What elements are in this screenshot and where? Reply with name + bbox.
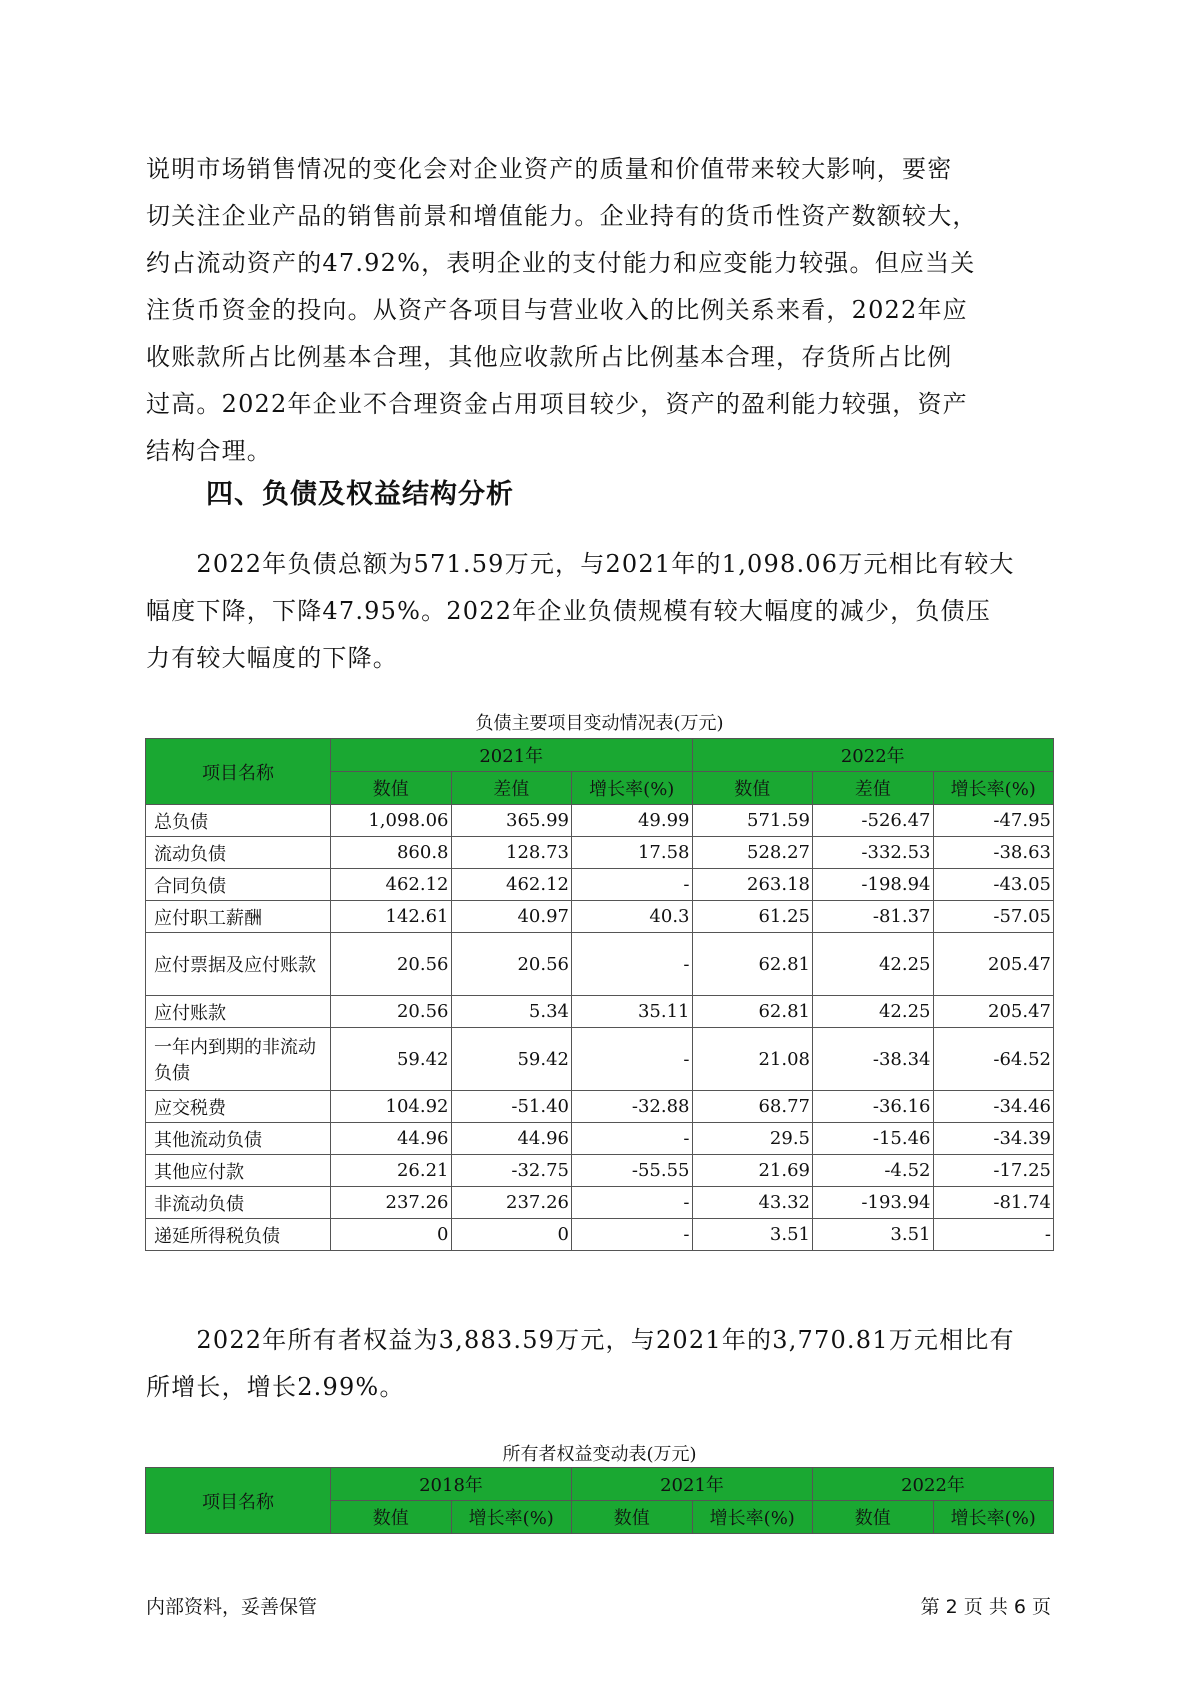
table-cell: 128.73 [451,837,572,869]
table-cell: 860.8 [331,837,452,869]
column-header-year: 2018年 [331,1468,572,1501]
table-row [146,805,1054,837]
text-line: 说明市场销售情况的变化会对企业资产的质量和价值带来较大影响，要密 [146,155,953,183]
column-header-difference: 差值 [451,772,572,805]
table-cell: 263.18 [692,869,813,901]
table-cell: - [572,1028,693,1091]
table-cell: -38.34 [813,1028,934,1091]
column-header-year: 2022年 [813,1468,1054,1501]
table-cell: 44.96 [451,1123,572,1155]
column-header-year: 2021年 [572,1468,813,1501]
row-item-name: 应付账款 [146,996,331,1028]
table-cell: -34.46 [933,1091,1054,1123]
table-cell: 61.25 [692,901,813,933]
section-heading: 四、负债及权益结构分析 [206,479,514,510]
table-row [146,1028,1054,1091]
table-caption-liabilities: 负债主要项目变动情况表(万元) [475,713,724,734]
table-caption-equity: 所有者权益变动表(万元) [502,1444,697,1465]
column-header-value: 数值 [692,772,813,805]
text-line: 所增长，增长2.99%。 [146,1373,405,1401]
table-cell: -15.46 [813,1123,934,1155]
table-cell: -193.94 [813,1187,934,1219]
table-row [146,901,1054,933]
text-line: 结构合理。 [146,437,272,465]
column-header-growth-rate: 增长率(%) [692,1501,813,1534]
footer-confidential-note: 内部资料，妥善保管 [146,1596,318,1618]
table-cell: -47.95 [933,805,1054,837]
paragraph-asset-analysis [146,146,1046,475]
paragraph-equity-summary [146,1317,1046,1411]
row-item-name: 总负债 [146,805,331,837]
column-header-value: 数值 [813,1501,934,1534]
table-cell: -32.88 [572,1091,693,1123]
table-cell: 20.56 [331,996,452,1028]
text-line: 收账款所占比例基本合理，其他应收款所占比例基本合理，存货所占比例 [146,343,953,371]
table-cell: -526.47 [813,805,934,837]
table-cell: 35.11 [572,996,693,1028]
row-item-name: 其他应付款 [146,1155,331,1187]
table-cell: 21.08 [692,1028,813,1091]
table-cell: -81.74 [933,1187,1054,1219]
table-cell: - [572,933,693,996]
table-row [146,1155,1054,1187]
table-cell: 365.99 [451,805,572,837]
row-item-name: 流动负债 [146,837,331,869]
table-cell: 462.12 [451,869,572,901]
equity-table [145,1467,1054,1534]
table-row [146,1187,1054,1219]
table-cell: - [933,1219,1054,1251]
table-row [146,869,1054,901]
table-cell: -51.40 [451,1091,572,1123]
table-cell: -38.63 [933,837,1054,869]
table-cell: 59.42 [331,1028,452,1091]
column-header-growth-rate: 增长率(%) [572,772,693,805]
table-cell: 42.25 [813,933,934,996]
table-cell: 0 [331,1219,452,1251]
row-item-name: 其他流动负债 [146,1123,331,1155]
table-cell: 237.26 [451,1187,572,1219]
table-cell: -81.37 [813,901,934,933]
table-cell: 528.27 [692,837,813,869]
table-cell: 44.96 [331,1123,452,1155]
text-line: 2022年负债总额为571.59万元，与2021年的1,098.06万元相比有较大 [146,550,1015,578]
table-cell: -55.55 [572,1155,693,1187]
table-cell: - [572,1123,693,1155]
text-line: 2022年所有者权益为3,883.59万元，与2021年的3,770.81万元相比有 [146,1326,1015,1354]
column-header-growth-rate: 增长率(%) [933,772,1054,805]
row-item-name: 递延所得税负债 [146,1219,331,1251]
table-cell: 40.3 [572,901,693,933]
column-header-difference: 差值 [813,772,934,805]
column-header-growth-rate: 增长率(%) [451,1501,572,1534]
table-row [146,837,1054,869]
table-cell: - [572,1219,693,1251]
column-header-value: 数值 [331,772,452,805]
table-cell: 205.47 [933,996,1054,1028]
text-line: 力有较大幅度的下降。 [146,644,398,672]
table-cell: 462.12 [331,869,452,901]
row-item-name: 应付票据及应付账款 [146,933,331,996]
table-cell: 62.81 [692,996,813,1028]
table-cell: 571.59 [692,805,813,837]
table-cell: - [572,1187,693,1219]
table-row [146,1091,1054,1123]
table-cell: -36.16 [813,1091,934,1123]
table-row [146,996,1054,1028]
row-item-name: 非流动负债 [146,1187,331,1219]
liabilities-table [145,738,1054,1251]
table-row [146,1123,1054,1155]
column-header-value: 数值 [331,1501,452,1534]
table-cell: -57.05 [933,901,1054,933]
text-line: 注货币资金的投向。从资产各项目与营业收入的比例关系来看，2022年应 [146,296,968,324]
table-cell: 17.58 [572,837,693,869]
table-cell: 68.77 [692,1091,813,1123]
column-header-growth-rate: 增长率(%) [933,1501,1054,1534]
text-line: 约占流动资产的47.92%，表明企业的支付能力和应变能力较强。但应当关 [146,249,976,277]
column-header-year: 2022年 [692,739,1054,772]
paragraph-liability-summary [146,541,1046,682]
table-cell: 0 [451,1219,572,1251]
table-cell: 142.61 [331,901,452,933]
table-cell: 21.69 [692,1155,813,1187]
table-cell: - [572,869,693,901]
table-cell: 29.5 [692,1123,813,1155]
row-item-name: 一年内到期的非流动负债 [146,1028,331,1091]
table-cell: 5.34 [451,996,572,1028]
table-row [146,1219,1054,1251]
table-cell: 237.26 [331,1187,452,1219]
table-cell: 49.99 [572,805,693,837]
table-cell: -32.75 [451,1155,572,1187]
text-line: 过高。2022年企业不合理资金占用项目较少，资产的盈利能力较强，资产 [146,390,968,418]
table-cell: -64.52 [933,1028,1054,1091]
table-cell: 1,098.06 [331,805,452,837]
column-header-value: 数值 [572,1501,693,1534]
column-header-item-name: 项目名称 [146,1468,331,1534]
table-cell: -198.94 [813,869,934,901]
table-cell: 3.51 [692,1219,813,1251]
table-cell: 40.97 [451,901,572,933]
row-item-name: 应交税费 [146,1091,331,1123]
table-cell: 3.51 [813,1219,934,1251]
column-header-item-name: 项目名称 [146,739,331,805]
table-row [146,933,1054,996]
footer-page-number: 第 2 页 共 6 页 [920,1596,1051,1618]
row-item-name: 合同负债 [146,869,331,901]
table-cell: -34.39 [933,1123,1054,1155]
table-cell: 26.21 [331,1155,452,1187]
table-cell: -43.05 [933,869,1054,901]
table-cell: 62.81 [692,933,813,996]
column-header-year: 2021年 [331,739,693,772]
table-cell: -17.25 [933,1155,1054,1187]
text-line: 幅度下降，下降47.95%。2022年企业负债规模有较大幅度的减少，负债压 [146,597,991,625]
table-cell: 20.56 [451,933,572,996]
table-cell: 59.42 [451,1028,572,1091]
row-item-name: 应付职工薪酬 [146,901,331,933]
text-line: 切关注企业产品的销售前景和增值能力。企业持有的货币性资产数额较大， [146,202,978,230]
table-cell: -4.52 [813,1155,934,1187]
table-cell: 20.56 [331,933,452,996]
table-cell: 43.32 [692,1187,813,1219]
table-cell: 205.47 [933,933,1054,996]
table-cell: 104.92 [331,1091,452,1123]
table-cell: -332.53 [813,837,934,869]
table-cell: 42.25 [813,996,934,1028]
